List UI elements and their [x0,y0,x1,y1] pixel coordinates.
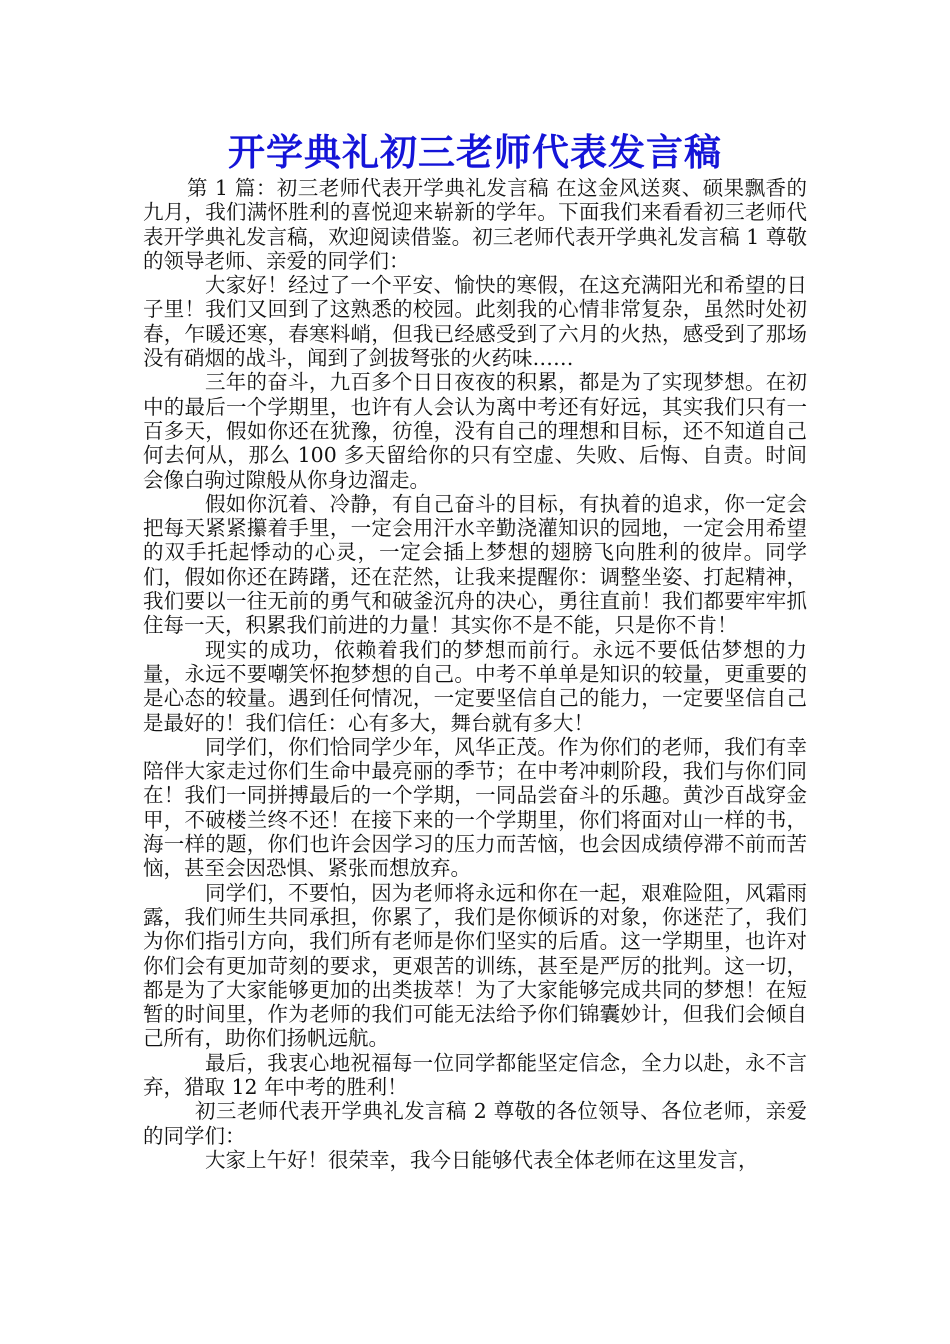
paragraph-success: 现实的成功，依赖着我们的梦想而前行。永远不要低估梦想的力量，永远不要嘲笑怀抱梦想的自己。中考不单单是知识的较量，更重要的是心态的较量。遇到任何情况，一定要坚信自己的能力，一定要坚信自己是最好的！我们信任：心有多大，舞台就有多大！ [143,637,807,735]
paragraph-three-years: 三年的奋斗，九百多个日日夜夜的积累，都是为了实现梦想。在初中的最后一个学期里，也许有人会认为离中考还有好远，其实我们只有一百多天，假如你还在犹豫，彷徨，没有自己的理想和目标，还不知道自己何去何从，那么 100 多天留给你的只有空虚、失败、后悔、自责。时间会像白驹过隙般从你身边溜走。 [143,370,807,492]
paragraph-intro: 第 1 篇：初三老师代表开学典礼发言稿 在这金风送爽、硕果飘香的九月，我们满怀胜利的喜悦迎来崭新的学年。下面我们来看看初三老师代表开学典礼发言稿，欢迎阅读借鉴。初三老师代表开学典礼发言稿 1 尊敬的领导老师、亲爱的同学们： [143,176,807,273]
paragraph-youth: 同学们，你们恰同学少年，风华正茂。作为你们的老师，我们有幸陪伴大家走过你们生命中最亮丽的季节；在中考冲刺阶段，我们与你们同在！我们一同拼搏最后的一个学期，一同品尝奋斗的乐趣。黄沙百战穿金甲，不破楼兰终不还！在接下来的一个学期里，你们将面对山一样的书，海一样的题，你们也许会因学习的压力而苦恼，也会因成绩停滞不前而苦恼，甚至会因恐惧、紧张而想放弃。 [143,734,807,881]
paragraph-closing: 最后，我衷心地祝福每一位同学都能坚定信念，全力以赴，永不言弃，猎取 12 年中考的胜利！ [143,1050,807,1099]
paragraph-speech-2-greeting: 大家上午好！很荣幸，我今日能够代表全体老师在这里发言， [205,1147,759,1172]
paragraph-calm: 假如你沉着、冷静，有自己奋斗的目标，有执着的追求，你一定会把每天紧紧攥着手里，一定会用汗水辛勤浇灌知识的园地，一定会用希望的双手托起悸动的心灵，一定会插上梦想的翅膀飞向胜利的彼岸。同学们，假如你还在踌躇，还在茫然，让我来提醒你：调整坐姿、打起精神，我们要以一往无前的勇气和破釜沉舟的决心，勇往直前！我们都要牢牢抓住每一天，积累我们前进的力量！其实你不是不能，只是你不肯！ [143,491,807,638]
paragraph-dont-fear: 同学们，不要怕，因为老师将永远和你在一起，艰难险阻，风霜雨露，我们师生共同承担，你累了，我们是你倾诉的对象，你迷茫了，我们为你们指引方向，我们所有老师是你们坚实的后盾。这一学期里，也许对你们会有更加苛刻的要求，更艰苦的训练，甚至是严厉的批判。这一切，都是为了大家能够更加的出类拔萃！为了大家能够完成共同的梦想！在短暂的时间里，作为老师的我们可能无法给予你们锦囊妙计，但我们会倾自己所有，助你们扬帆远航。 [143,880,807,1051]
document-body [143,176,807,1172]
paragraph-speech-2-heading: 初三老师代表开学典礼发言稿 2 尊敬的各位领导、各位老师，亲爱的同学们： [143,1099,807,1148]
document-title: 开学典礼初三老师代表发言稿 [228,130,722,174]
document-page [143,128,807,1172]
paragraph-greeting: 大家好！经过了一个平安、愉快的寒假，在这充满阳光和希望的日子里！我们又回到了这熟悉的校园。此刻我的心情非常复杂，虽然时处初春，乍暖还寒，春寒料峭，但我已经感受到了六月的火热，感受到了那场没有硝烟的战斗，闻到了剑拔弩张的火药味…… [143,273,807,371]
